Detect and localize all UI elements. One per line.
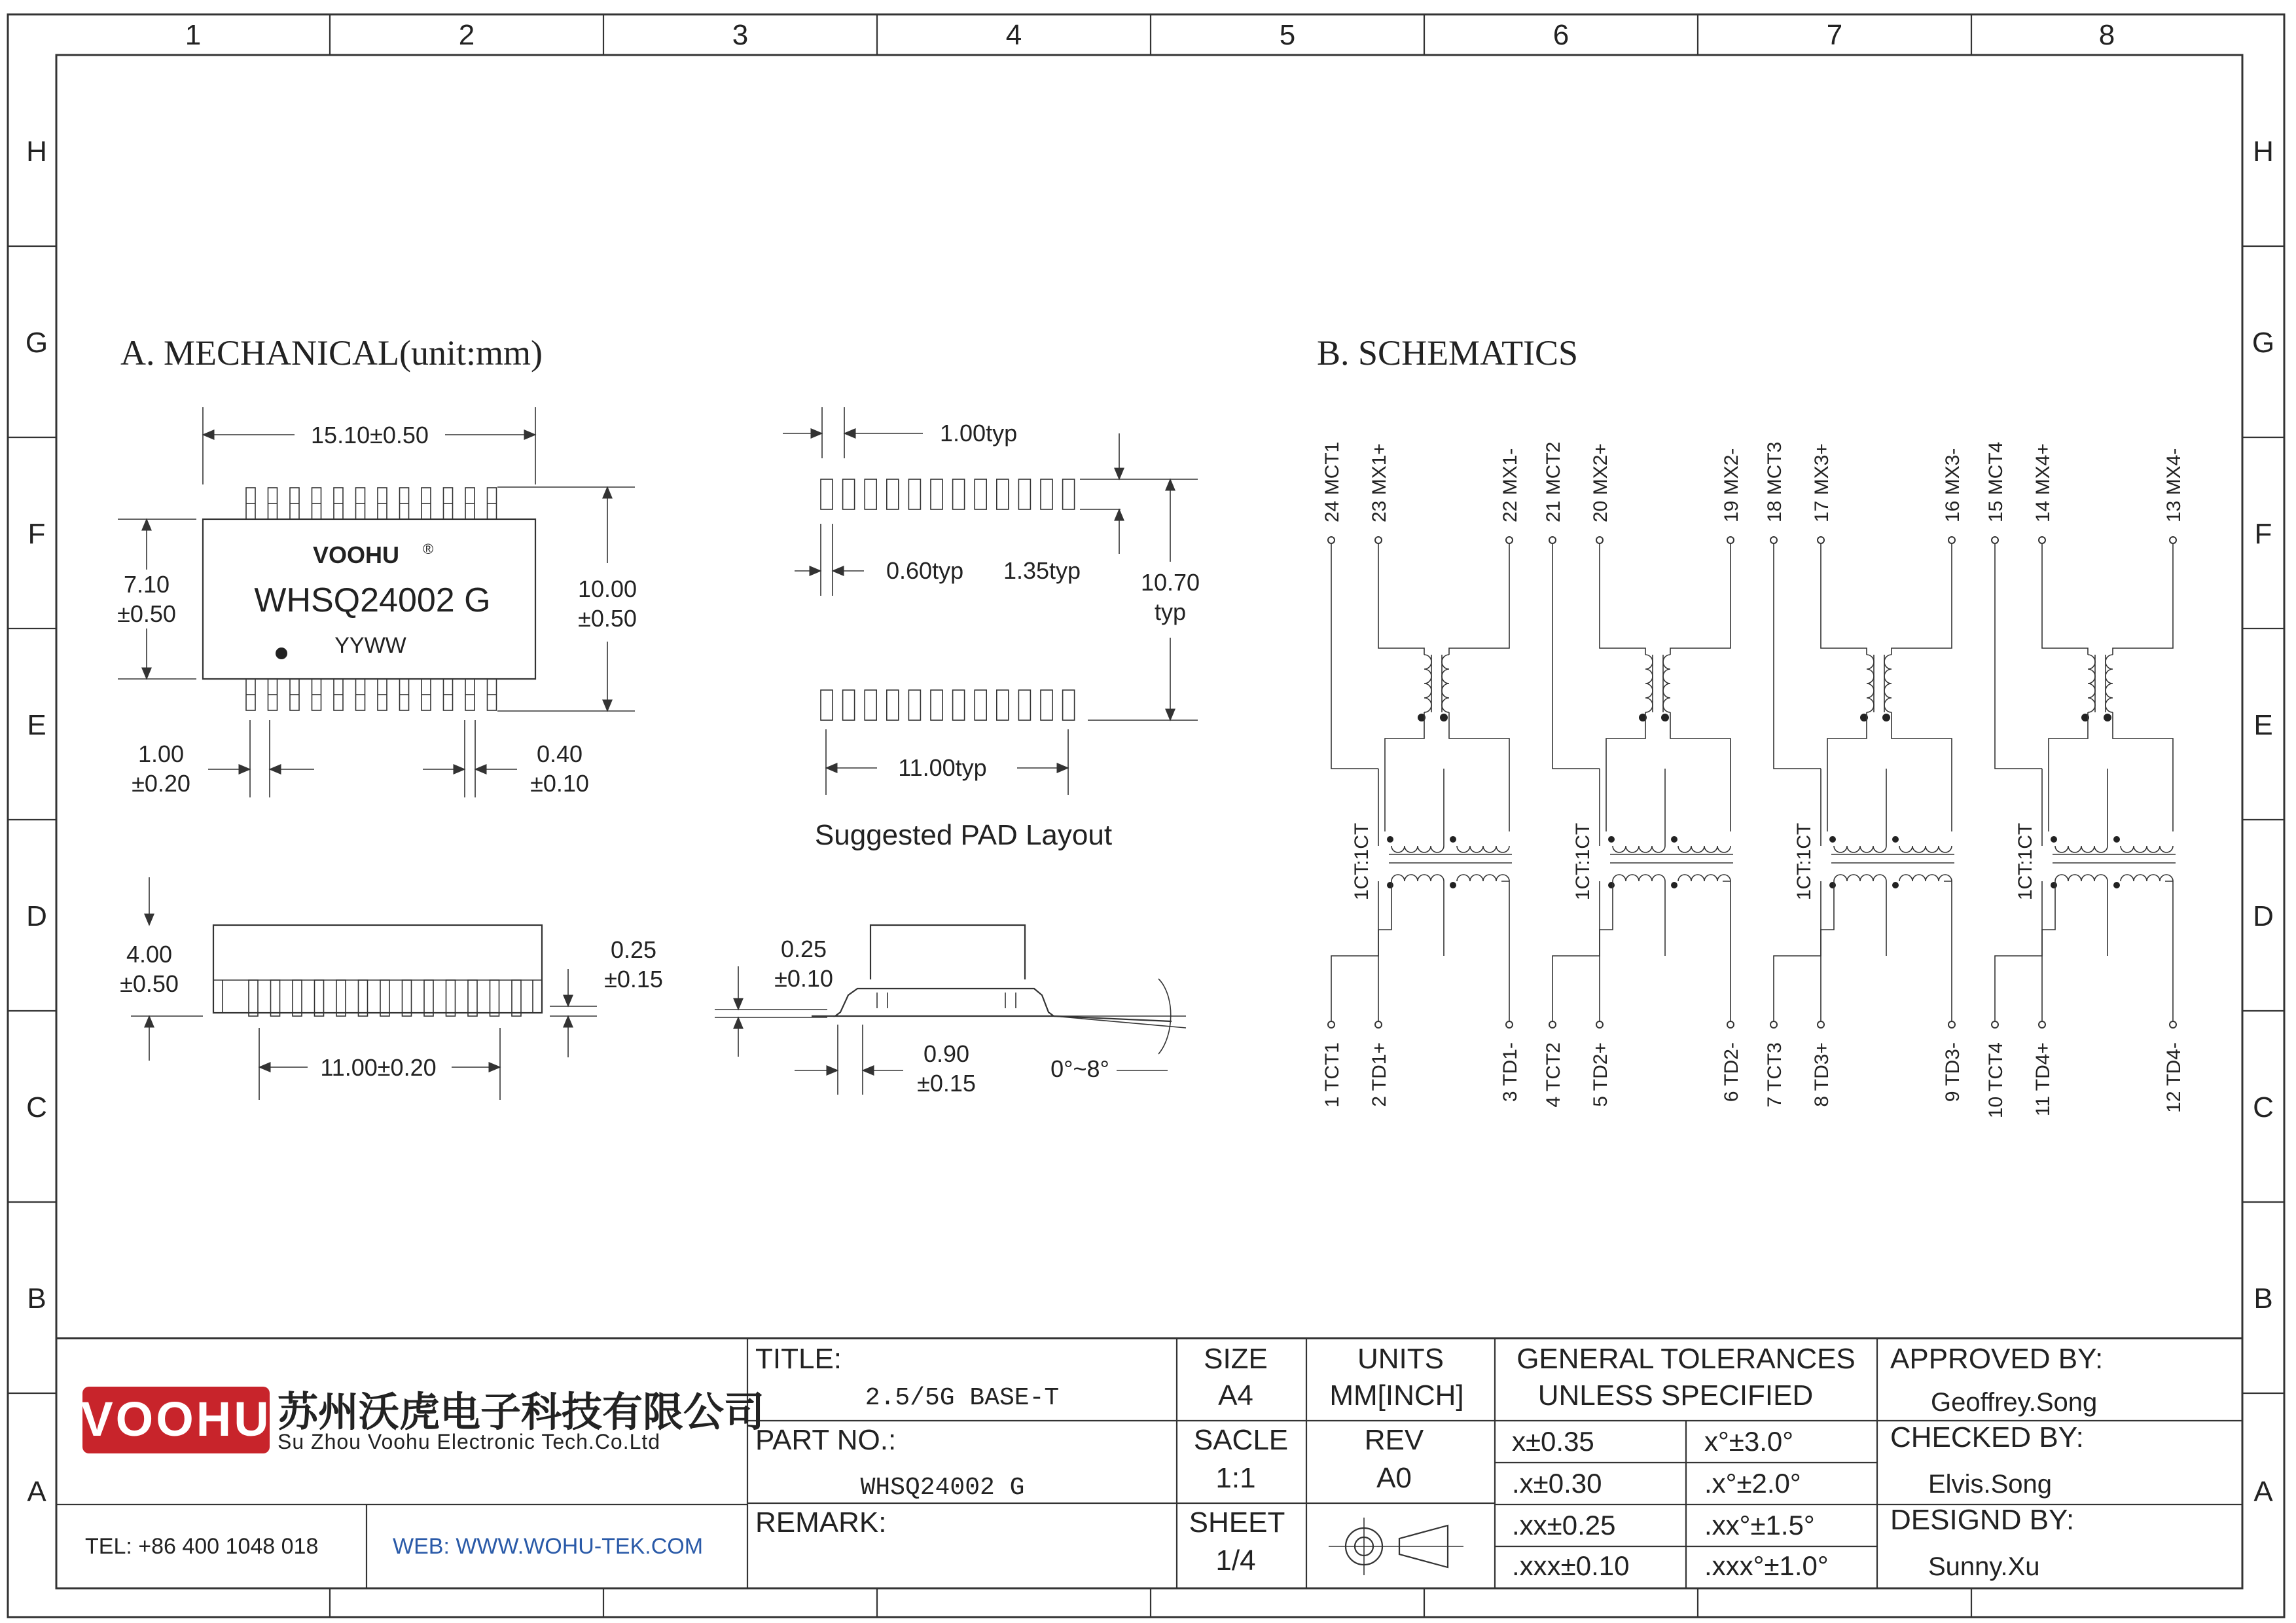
polarity-dot [1608, 882, 1615, 888]
wire [1774, 543, 1821, 769]
ratio-label: 1CT:1CT [1572, 822, 1594, 901]
zone-col-label: 3 [732, 19, 749, 51]
drawing-frame [8, 14, 2284, 1617]
polarity-dot [1661, 714, 1669, 721]
wire [1606, 712, 1645, 831]
pin-terminal [1948, 1021, 1955, 1028]
choke-coil [1457, 875, 1509, 881]
dim-row-span: 10.70 [1140, 569, 1200, 596]
zone-col-label: 7 [1826, 19, 1843, 51]
wire [1774, 881, 1821, 1021]
tolerance-subtitle: UNLESS SPECIFIED [1537, 1379, 1814, 1412]
zone-row-label: F [27, 518, 46, 550]
pin-terminal [1506, 537, 1513, 543]
choke-coil [1391, 846, 1444, 852]
side-lead [380, 980, 389, 1016]
size-value: A4 [1218, 1379, 1253, 1412]
ratio-label: 1CT:1CT [1793, 822, 1815, 901]
zone-row-label: B [27, 1283, 46, 1315]
transformer-coil [1645, 655, 1653, 712]
side-lead [359, 980, 368, 1016]
choke-coil [1834, 846, 1886, 852]
polarity-dot [1387, 836, 1393, 843]
choke-coil [2055, 846, 2108, 852]
polarity-dot [1450, 836, 1456, 843]
dim-lead-width-tol: ±0.10 [530, 770, 589, 797]
pad-top [843, 479, 855, 509]
wire [1501, 881, 1509, 1021]
pin-label-bottom: 2 TD1+ [1369, 1042, 1390, 1107]
polarity-dot [1892, 836, 1899, 843]
wire [2049, 712, 2088, 831]
pin-terminal [1818, 537, 1824, 543]
zone-row-label: E [2253, 709, 2273, 741]
tolerance-angular: x°±3.0° [1704, 1426, 1794, 1457]
pad-layout-caption: Suggested PAD Layout [814, 819, 1113, 851]
pad-top [887, 479, 899, 509]
dim-pitch-tol: ±0.20 [132, 770, 190, 797]
zone-row-label: C [2253, 1091, 2274, 1123]
wire [1552, 543, 1600, 769]
polarity-dot [2113, 836, 2120, 843]
choke-coil [1834, 875, 1886, 881]
pad-top [1041, 479, 1052, 509]
side-lead [249, 980, 258, 1016]
ratio-label: 1CT:1CT [2015, 822, 2036, 901]
pin-terminal [1328, 537, 1335, 543]
zone-row-label: G [2251, 327, 2275, 359]
zone-row-label: H [26, 136, 47, 168]
pin-terminal [1770, 1021, 1777, 1028]
zone-row-label: D [2253, 900, 2274, 932]
dim-height-a: 7.10 [123, 571, 170, 598]
choke-coil [1899, 846, 1952, 852]
transformer-coil [1663, 655, 1670, 712]
pin-terminal [1328, 1021, 1335, 1028]
wire [1892, 543, 1952, 655]
wire [1378, 881, 1391, 1021]
dim-lead-width: 0.40 [536, 740, 583, 767]
wire [2042, 543, 2088, 655]
polarity-dot [2113, 882, 2120, 888]
side-lead [271, 980, 280, 1016]
zone-col-label: 5 [1279, 19, 1296, 51]
pad-top [975, 479, 986, 509]
zone-col-label: 2 [458, 19, 475, 51]
zone-col-label: 4 [1005, 19, 1022, 51]
dim-foot-length: 0.90 [923, 1040, 970, 1067]
wire [1670, 543, 1731, 655]
wire [1385, 712, 1424, 831]
pin-terminal [1818, 1021, 1824, 1028]
side-lead [403, 980, 412, 1016]
choke-coil [1899, 875, 1952, 881]
pad-top [865, 479, 876, 509]
sheet-label: SHEET [1189, 1506, 1285, 1539]
choke-coil [2121, 846, 2173, 852]
transformer-coil [2106, 655, 2113, 712]
projection-symbol-icon [1329, 1518, 1463, 1575]
scale-label: SACLE [1193, 1424, 1289, 1456]
wire [1821, 543, 1867, 655]
pin-label-bottom: 10 TCT4 [1985, 1042, 2007, 1119]
pin-label-bottom: 3 TD1- [1499, 1042, 1521, 1103]
top-view [203, 488, 535, 710]
choke-coil [1678, 846, 1731, 852]
pad-bottom [1018, 690, 1030, 720]
wire [1670, 712, 1731, 831]
dim-row-length: 11.00typ [898, 754, 987, 781]
pin-terminal [1549, 1021, 1556, 1028]
dim-body-length: 15.10±0.50 [311, 422, 429, 448]
approved-label: APPROVED BY: [1890, 1343, 2104, 1375]
side-lead [424, 980, 433, 1016]
choke-coil [2055, 875, 2108, 881]
tolerance-linear: .xxx±0.10 [1512, 1550, 1630, 1581]
units-label: UNITS [1357, 1343, 1444, 1375]
registered-mark: ® [423, 541, 434, 557]
website-link[interactable]: WEB: WWW.WOHU-TEK.COM [393, 1534, 704, 1559]
pad-top [821, 479, 833, 509]
part-no-value: WHSQ24002 G [860, 1474, 1025, 1502]
telephone: TEL: +86 400 1048 018 [85, 1534, 319, 1559]
logo-text: VOOHU [81, 1392, 272, 1446]
pin-label-bottom: 1 TCT1 [1321, 1042, 1343, 1108]
dim-foot-height: 0.25 [780, 936, 827, 962]
pad-bottom [1041, 690, 1052, 720]
pin-terminal [1948, 537, 1955, 543]
zone-row-label: D [26, 900, 47, 932]
tolerance-angular: .xx°±1.5° [1704, 1510, 1815, 1541]
zone-row-label: E [27, 709, 46, 741]
pin-terminal [1992, 537, 1998, 543]
wire [1449, 712, 1509, 831]
choke-coil [1678, 875, 1731, 881]
zone-col-label: 8 [2098, 19, 2115, 51]
transformer-coil [1867, 655, 1874, 712]
pad-bottom [1063, 690, 1075, 720]
pin-label-top: 17 MX3+ [1811, 443, 1833, 522]
pad-top [953, 479, 965, 509]
pin-label-top: 23 MX1+ [1369, 443, 1390, 522]
polarity-dot [1450, 882, 1456, 888]
pin-label-top: 21 MCT2 [1543, 441, 1564, 522]
transformer-coil [2088, 655, 2095, 712]
side-lead [336, 980, 346, 1016]
choke-coil [1613, 846, 1665, 852]
side-lead [293, 980, 302, 1016]
pad-bottom [975, 690, 986, 720]
polarity-dot [1440, 714, 1448, 721]
schematic-diagram [1321, 442, 2185, 1119]
checked-label: CHECKED BY: [1890, 1421, 2084, 1453]
pin-terminal [1727, 537, 1734, 543]
pin-label-bottom: 11 TD4+ [2032, 1042, 2054, 1117]
approved-by: Geoffrey.Song [1931, 1388, 2098, 1417]
part-no-label: PART NO.: [755, 1424, 897, 1456]
wire [2113, 543, 2173, 655]
pin-label-bottom: 5 TD2+ [1590, 1042, 1611, 1107]
designed-by: Sunny.Xu [1928, 1552, 2040, 1581]
wire [2042, 881, 2055, 1021]
dim-foot-length-tol: ±0.15 [917, 1070, 976, 1097]
dim-pitch: 1.00 [137, 740, 185, 767]
wire [1331, 543, 1378, 769]
dim-thickness: 4.00 [126, 941, 173, 968]
side-lead [512, 980, 521, 1016]
pin-label-bottom: 7 TCT3 [1764, 1042, 1785, 1108]
pin-terminal [1992, 1021, 1998, 1028]
polarity-dot [1882, 714, 1890, 721]
zone-col-label: 6 [1552, 19, 1570, 51]
pin-terminal [1506, 1021, 1513, 1028]
scale-value: 1:1 [1215, 1462, 1256, 1494]
pin-terminal [2170, 537, 2176, 543]
polarity-dot [1671, 882, 1677, 888]
dim-angle: 0°~8° [1050, 1055, 1109, 1082]
zone-row-label: G [25, 327, 48, 359]
side-lead [213, 980, 223, 1013]
dim-width-b-tol: ±0.50 [578, 605, 637, 632]
side-lead [533, 980, 542, 1013]
polarity-dot [2051, 836, 2057, 843]
pin-terminal [1375, 1021, 1382, 1028]
pin-terminal [1727, 1021, 1734, 1028]
brand-marking: VOOHU [312, 541, 400, 568]
transformer-coil [1424, 655, 1431, 712]
pin-terminal [2170, 1021, 2176, 1028]
date-code: YYWW [334, 633, 406, 658]
pin-terminal [1549, 537, 1556, 543]
pad-bottom [908, 690, 920, 720]
dim-width-b: 10.00 [577, 575, 637, 602]
zone-row-label: A [2253, 1476, 2273, 1508]
zone-row-label: C [26, 1091, 47, 1123]
polarity-dot [1671, 836, 1677, 843]
choke-coil [1457, 846, 1509, 852]
zone-row-label: H [2253, 136, 2274, 168]
title-value: 2.5/5G BASE-T [865, 1384, 1060, 1412]
tolerance-linear: x±0.35 [1512, 1426, 1594, 1457]
pin-label-top: 16 MX3- [1942, 448, 1964, 522]
wire [1449, 543, 1509, 655]
size-label: SIZE [1204, 1343, 1268, 1375]
pad-top [908, 479, 920, 509]
pad-top [1063, 479, 1075, 509]
tolerance-angular: .x°±2.0° [1704, 1468, 1801, 1499]
pad-bottom [931, 690, 942, 720]
zone-col-label: 1 [185, 19, 202, 51]
pin-terminal [1770, 537, 1777, 543]
pad-top [931, 479, 942, 509]
transformer-coil [1884, 655, 1892, 712]
pin-label-bottom: 8 TD3+ [1811, 1042, 1833, 1107]
sheet-value: 1/4 [1215, 1544, 1256, 1577]
pad-bottom [887, 690, 899, 720]
tolerance-table [1512, 1426, 1829, 1581]
zone-row-label: A [27, 1476, 46, 1508]
company-name-cn: 苏州沃虎电子科技有限公司 [278, 1390, 765, 1435]
polarity-dot [2104, 714, 2111, 721]
polarity-dot [2051, 882, 2057, 888]
dim-thickness-tol: ±0.50 [120, 970, 179, 997]
pin-terminal [1375, 537, 1382, 543]
pin-label-top: 24 MCT1 [1321, 441, 1343, 522]
pin-label-top: 15 MCT4 [1985, 441, 2007, 522]
ratio-label: 1CT:1CT [1351, 822, 1372, 901]
wire [1552, 881, 1600, 1021]
zone-grid [8, 14, 2284, 1617]
wire [1378, 543, 1424, 655]
tolerance-linear: .xx±0.25 [1512, 1510, 1616, 1541]
dim-pad-height: 1.35typ [1003, 557, 1081, 584]
dim-pad-pitch: 1.00typ [940, 420, 1018, 447]
pad-layout [783, 407, 1200, 851]
choke-coil [2121, 875, 2173, 881]
pin-label-top: 18 MCT3 [1764, 441, 1785, 522]
company-name-en: Su Zhou Voohu Electronic Tech.Co.Ltd [278, 1430, 661, 1453]
remark-label: REMARK: [755, 1506, 887, 1539]
dim-height-a-tol: ±0.50 [117, 600, 176, 627]
title-label: TITLE: [755, 1343, 842, 1375]
choke-coil [1391, 875, 1444, 881]
tolerance-linear: .x±0.30 [1512, 1468, 1602, 1499]
wire [1827, 712, 1867, 831]
dim-pad-width: 0.60typ [886, 557, 964, 584]
pin-label-bottom: 9 TD3- [1942, 1042, 1964, 1103]
rev-value: A0 [1376, 1462, 1412, 1494]
pin-label-top: 14 MX4+ [2032, 443, 2054, 522]
polarity-dot [1387, 882, 1393, 888]
tolerance-title: GENERAL TOLERANCES [1516, 1343, 1856, 1375]
pad-bottom [821, 690, 833, 720]
choke-coil [1613, 875, 1665, 881]
side-lead [446, 980, 456, 1016]
polarity-dot [1608, 836, 1615, 843]
zone-row-label: B [2253, 1283, 2273, 1315]
polarity-dot [1829, 836, 1836, 843]
pin-label-top: 20 MX2+ [1590, 443, 1611, 522]
wire [1600, 881, 1613, 1021]
lead-detail [715, 925, 1186, 1097]
pin-terminal [1596, 1021, 1603, 1028]
side-lead [315, 980, 324, 1016]
pin-label-top: 13 MX4- [2163, 448, 2185, 522]
pin-terminal [2039, 1021, 2045, 1028]
dim-row-span-unit: typ [1154, 598, 1187, 625]
wire [1600, 543, 1645, 655]
dim-foot-height-tol: ±0.10 [774, 965, 833, 992]
pin-terminal [2039, 537, 2045, 543]
title-block [56, 1338, 2242, 1588]
pin-label-bottom: 6 TD2- [1721, 1042, 1742, 1103]
zone-row-label: F [2254, 518, 2272, 550]
side-view [120, 877, 663, 1100]
pin-label-bottom: 12 TD4- [2163, 1042, 2185, 1113]
wire [1995, 543, 2042, 769]
wire [2165, 881, 2173, 1021]
pin-label-bottom: 4 TCT2 [1543, 1042, 1564, 1108]
pad-bottom [997, 690, 1009, 720]
pad-top [1018, 479, 1030, 509]
designed-label: DESIGND BY: [1890, 1504, 2075, 1536]
wire [1821, 881, 1834, 1021]
wire [1995, 881, 2042, 1021]
transformer-coil [1442, 655, 1449, 712]
pin-label-top: 19 MX2- [1721, 448, 1742, 522]
units-value: MM[INCH] [1329, 1379, 1464, 1412]
polarity-dot [1892, 882, 1899, 888]
checked-by: Elvis.Song [1928, 1470, 2052, 1499]
pad-top [997, 479, 1009, 509]
tolerance-angular: .xxx°±1.0° [1704, 1550, 1829, 1581]
dim-standoff: 0.25 [610, 936, 657, 963]
pin-label-top: 22 MX1- [1499, 448, 1521, 522]
pad-bottom [865, 690, 876, 720]
pin-terminal [1596, 537, 1603, 543]
mechanical-heading: A. MECHANICAL(unit:mm) [120, 333, 543, 373]
side-lead [468, 980, 477, 1016]
pad-bottom [843, 690, 855, 720]
wire [1892, 712, 1952, 831]
side-lead [490, 980, 499, 1016]
wire [2113, 712, 2173, 831]
pad-bottom [953, 690, 965, 720]
wire [1944, 881, 1952, 1021]
polarity-dot [1829, 882, 1836, 888]
dim-span: 11.00±0.20 [320, 1054, 437, 1081]
wire [1331, 881, 1378, 1021]
part-marking: WHSQ24002 G [254, 581, 491, 619]
schematics-heading: B. SCHEMATICS [1317, 333, 1579, 373]
wire [1723, 881, 1731, 1021]
rev-label: REV [1364, 1424, 1424, 1456]
pin1-dot [276, 647, 287, 659]
dim-standoff-tol: ±0.15 [604, 966, 663, 993]
